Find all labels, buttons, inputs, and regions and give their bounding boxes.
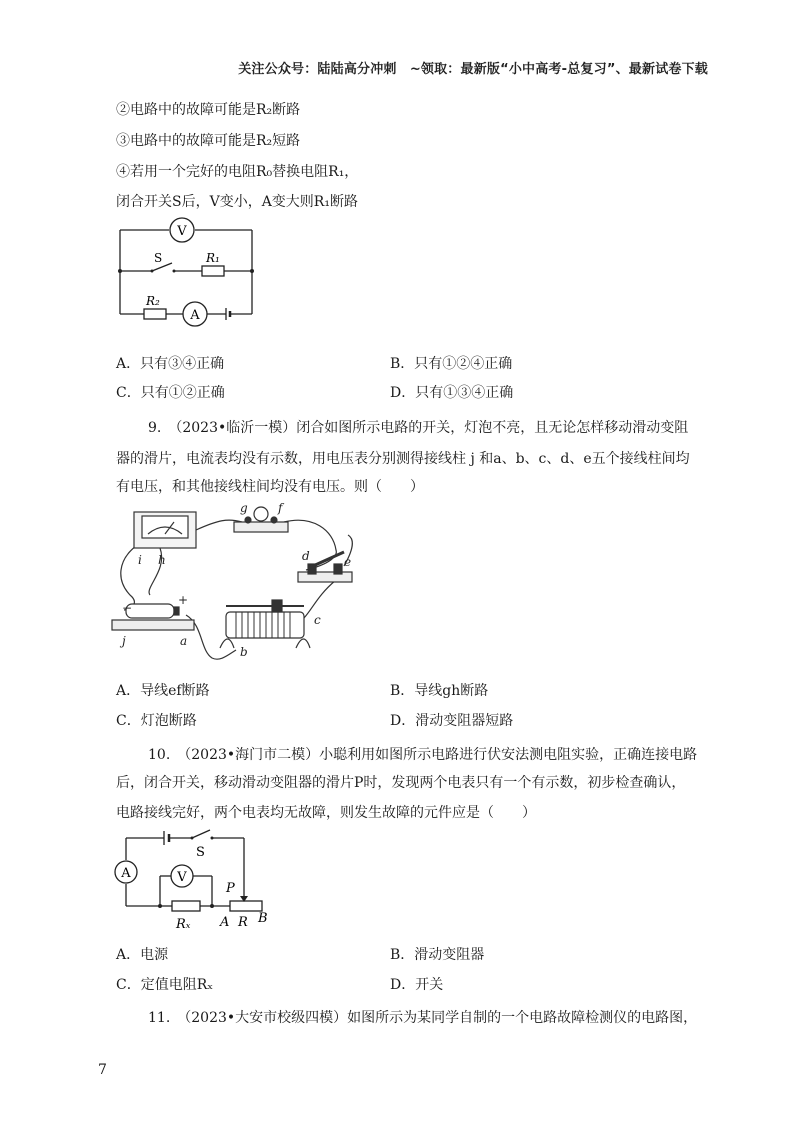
label-j: j xyxy=(122,634,126,648)
q10-option-b: B．滑动变阻器 xyxy=(390,947,485,963)
q9-option-a: A．导线ef断路 xyxy=(116,683,210,699)
q10-stem-line-2: 后，闭合开关，移动滑动变阻器的滑片P时，发现两个电表只有一个有示数，初步检查确认， xyxy=(116,775,686,791)
label-d: d xyxy=(302,549,310,563)
label-f: f xyxy=(278,501,283,515)
q10-voltmeter-label: V xyxy=(177,870,187,885)
q9-apparatus-figure xyxy=(108,500,378,668)
q8-switch-label: S xyxy=(154,251,163,265)
q8-option-b: B．只有①②④正确 xyxy=(390,356,513,372)
label-a: a xyxy=(180,634,188,648)
q8-r2-label: R₂ xyxy=(146,294,160,308)
q8-option-a: A．只有③④正确 xyxy=(116,356,225,372)
q10-ammeter-label: A xyxy=(121,866,131,881)
q10-circuit-diagram xyxy=(108,826,288,932)
q10-stem-line-3: 电路接线完好，两个电表均无故障，则发生故障的元件应是（ ） xyxy=(116,805,536,821)
q8-option-d: D．只有①③④正确 xyxy=(390,385,514,401)
q10-r-label: R xyxy=(238,915,248,930)
label-h: h xyxy=(158,553,166,567)
label-c: c xyxy=(314,613,321,627)
q9-option-d: D．滑动变阻器短路 xyxy=(390,713,514,729)
page-header: 关注公众号：陆陆高分冲刺 ~领取：最新版“小中高考-总复习”、最新试卷下载 xyxy=(238,62,708,77)
q8-r1-label: R₁ xyxy=(206,251,220,265)
q10-switch-label: S xyxy=(196,845,205,860)
statement-3: ③电路中的故障可能是R₂短路 xyxy=(116,133,301,149)
label-i: i xyxy=(138,553,142,567)
page-number: 7 xyxy=(98,1062,107,1078)
q10-stem-line-1: 10. （2023•海门市二模）小聪利用如图所示电路进行伏安法测电阻实验，正确连接电路 xyxy=(148,747,698,763)
q10-option-a: A．电源 xyxy=(116,947,169,963)
q11-stem-line-1: 11. （2023•大安市校级四模）如图所示为某同学自制的一个电路故障检测仪的电路图， xyxy=(148,1010,698,1026)
statement-2: ②电路中的故障可能是R₂断路 xyxy=(116,102,301,118)
q8-circuit-diagram xyxy=(110,216,270,328)
q9-stem-line-2: 器的滑片，电流表均没有示数，用电压表分别测得接线柱 j 和a、b、c、d、e五个接线柱间均 xyxy=(116,451,690,467)
label-plus: + xyxy=(178,593,189,607)
q8-ammeter-label: A xyxy=(190,308,200,323)
statement-4-cont: 闭合开关S后，V变小，A变大则R₁断路 xyxy=(116,194,358,210)
q9-stem-line-1: 9. （2023•临沂一模）闭合如图所示电路的开关，灯泡不亮，且无论怎样移动滑动变阻 xyxy=(148,420,689,436)
q10-option-d: D．开关 xyxy=(390,977,444,993)
q10-rx-label: Rₓ xyxy=(176,917,191,932)
q10-option-c: C．定值电阻Rₓ xyxy=(116,977,214,993)
q9-option-c: C．灯泡断路 xyxy=(116,713,197,729)
label-b: b xyxy=(240,645,248,659)
label-e: e xyxy=(344,555,352,569)
q10-terminal-b-label: B xyxy=(258,911,268,926)
statement-4: ④若用一个完好的电阻R₀替换电阻R₁， xyxy=(116,164,359,180)
q9-stem-line-3: 有电压，和其他接线柱间均没有电压。则（ ） xyxy=(116,479,424,495)
q8-option-c: C．只有①②正确 xyxy=(116,385,225,401)
q9-option-b: B．导线gh断路 xyxy=(390,683,489,699)
label-minus: − xyxy=(122,601,133,615)
label-g: g xyxy=(240,501,248,515)
q10-slider-label: P xyxy=(226,881,235,896)
q8-voltmeter-label: V xyxy=(177,224,187,239)
q10-terminal-a-label: A xyxy=(220,915,230,930)
